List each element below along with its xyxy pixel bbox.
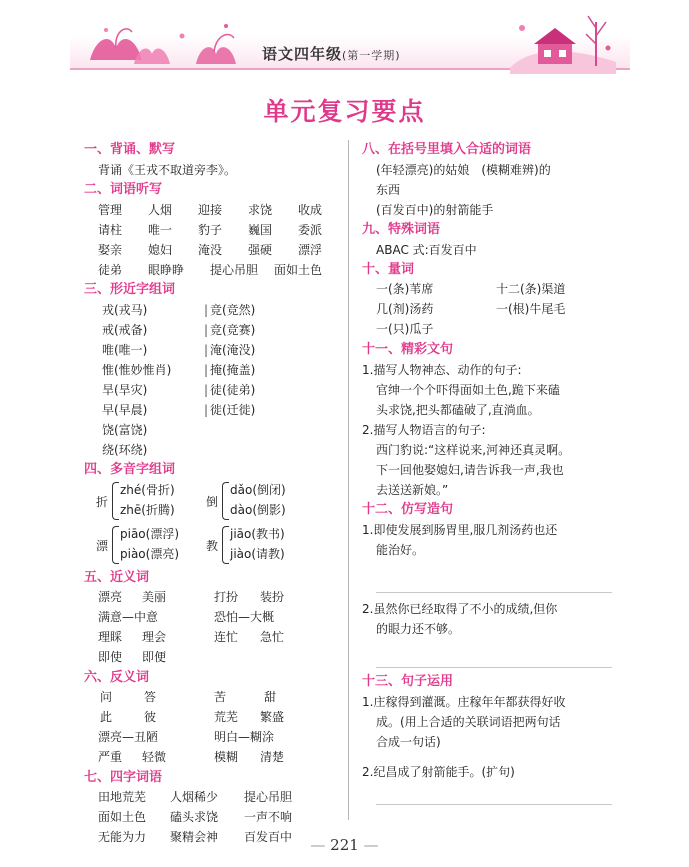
word: 问 (100, 690, 113, 704)
similar-char-row (84, 380, 346, 400)
measure-word: 十二(条)渠道 (496, 282, 566, 296)
section-title: 十二、仿写造句 (362, 502, 454, 517)
question-line: 成。(用上合适的关联词语把两句话 (376, 715, 561, 729)
word: 管理 (98, 203, 123, 217)
word: 娶亲 (98, 243, 123, 257)
char-word: 饶(富饶) (102, 423, 148, 437)
word: 唯一 (148, 223, 173, 237)
char-word: 戒(戒备) (102, 323, 148, 337)
page-header (0, 0, 689, 82)
word: 漂亮—丑陋 (98, 730, 159, 744)
word: 轻微 (142, 750, 167, 764)
antonym-row (84, 688, 346, 708)
word: 苦 (214, 690, 227, 704)
char-word: 竞(竞然) (210, 303, 256, 317)
section-title: 一、背诵、默写 (84, 142, 176, 157)
text-line: 去送送新娘。” (376, 483, 449, 497)
text-line: (年轻漂亮)的姑娘 (模糊难辨)的 (376, 163, 551, 177)
similar-char-row (84, 300, 346, 320)
word-row (84, 260, 346, 280)
page-title: 单元复习要点 (263, 97, 426, 126)
text-line: 下一回他娶媳妇,请告诉我一声,我也 (376, 463, 564, 477)
word: 甜 (264, 690, 277, 704)
word: 强硬 (248, 243, 273, 257)
similar-char-row (84, 400, 346, 420)
page-footer (0, 836, 689, 854)
brace (112, 482, 119, 520)
word: 漂亮 (98, 590, 123, 604)
word: 漂浮 (298, 243, 323, 257)
idiom: 磕头求饶 (170, 810, 219, 824)
text-line: (百发百中)的射箭能手 (376, 203, 494, 217)
synonym-row (84, 608, 346, 628)
word: 模糊 (214, 750, 239, 764)
measure-word: 一(只)瓜子 (376, 322, 434, 336)
polyphone-reading: zhé(骨折) (120, 483, 175, 497)
word: 巍国 (248, 223, 273, 237)
word: 答 (144, 690, 157, 704)
section-title: 五、近义词 (84, 570, 150, 585)
text-line: 2.描写人物语言的句子: (362, 423, 486, 437)
char-word: 惟(惟妙惟肖) (102, 363, 172, 377)
word: 明白—糊涂 (214, 730, 275, 744)
section-title: 八、在括号里填入合适的词语 (362, 142, 532, 157)
header-title (262, 43, 401, 64)
polyphone-char: 倒 (206, 495, 219, 509)
decorative-house-tree-icon (508, 8, 618, 74)
word: 即便 (142, 650, 167, 664)
right-column (362, 140, 612, 805)
polyphone-reading: dǎo(倒闭) (230, 483, 286, 497)
word: 即使 (98, 650, 123, 664)
char-word: 徒(徒弟) (210, 383, 256, 397)
idiom: 无能为力 (98, 830, 147, 844)
idiom: 人烟稀少 (170, 790, 219, 804)
text-line: 东西 (376, 183, 401, 197)
header-subtitle: (第一学期) (342, 49, 401, 62)
word: 装扮 (260, 590, 285, 604)
word: 繁盛 (260, 710, 285, 724)
measure-word: 几(剂)汤药 (376, 302, 434, 316)
question-line: 2.纪昌成了射箭能手。(扩句) (362, 765, 515, 779)
char-word: 唯(唯一) (102, 343, 148, 357)
answer-space (362, 639, 612, 667)
word: 迎接 (198, 203, 223, 217)
row-separator: | (204, 403, 209, 417)
similar-char-row (84, 320, 346, 340)
text-line: 头求饶,把头都磕破了,直淌血。 (376, 403, 540, 417)
char-word: 绕(环绕) (102, 443, 148, 457)
text-line: ABAC 式:百发百中 (376, 243, 477, 257)
text-line: 西门豹说:“这样说来,河神还真灵啊。 (376, 443, 571, 457)
question-line: 能治好。 (376, 543, 425, 557)
measure-word-row (362, 320, 612, 340)
brace (112, 526, 119, 564)
answer-space (362, 782, 612, 804)
antonym-row (84, 748, 346, 768)
section-title: 二、词语听写 (84, 182, 163, 197)
word: 请柱 (98, 223, 123, 237)
idiom: 田地荒芜 (98, 790, 147, 804)
footer-dash: — (358, 836, 379, 854)
idiom-row (84, 788, 346, 808)
decorative-heart-swirls-icon (86, 18, 246, 74)
word: 豹子 (198, 223, 223, 237)
idiom: 面如土色 (98, 810, 147, 824)
word: 连忙 (214, 630, 239, 644)
word: 理睬 (98, 630, 123, 644)
similar-char-row (84, 340, 346, 360)
brace (222, 482, 229, 520)
header-title-text: 语文四年级 (262, 45, 343, 63)
question-line: 合成一句话) (376, 735, 441, 749)
polyphone-reading: jiāo(教书) (230, 527, 285, 541)
section-title: 十一、精彩文句 (362, 342, 454, 357)
text-line: 1.描写人物神态、动作的句子: (362, 363, 522, 377)
idiom: 聚精会神 (170, 830, 219, 844)
polyphone-char: 折 (96, 495, 109, 509)
section-title: 十三、句子运用 (362, 674, 454, 689)
similar-char-row (84, 440, 346, 460)
idiom: 百发百中 (244, 830, 293, 844)
word: 急忙 (260, 630, 285, 644)
word: 提心吊胆 (210, 263, 259, 277)
word: 面如土色 (274, 263, 323, 277)
polyphone-reading: dào(倒影) (230, 503, 286, 517)
polyphone-reading: piāo(漂浮) (120, 527, 180, 541)
char-word: 早(早晨) (102, 403, 148, 417)
text-line: 官绅一个个吓得面如土色,跪下来磕 (376, 383, 560, 397)
question-line: 1.庄稼得到灌溉。庄稼年年都获得好收 (362, 695, 566, 709)
word: 清楚 (260, 750, 285, 764)
word: 人烟 (148, 203, 173, 217)
word: 求饶 (248, 203, 273, 217)
footer-dash: — (310, 836, 331, 854)
polyphone-char: 漂 (96, 539, 109, 553)
word: 媳妇 (148, 243, 173, 257)
word: 彼 (144, 710, 157, 724)
row-separator: | (204, 343, 209, 357)
row-separator: | (204, 383, 209, 397)
section-title: 九、特殊词语 (362, 222, 441, 237)
antonym-row (84, 708, 346, 728)
char-word: 戎(戎马) (102, 303, 148, 317)
recite-line: 背诵《王戎不取道旁李》。 (98, 163, 237, 177)
measure-word-row (362, 280, 612, 300)
section-title: 十、量词 (362, 262, 415, 277)
question-line: 的眼力还不够。 (376, 622, 461, 636)
word: 淹没 (198, 243, 223, 257)
similar-char-row (84, 360, 346, 380)
answer-line[interactable] (376, 667, 612, 668)
idiom: 提心吊胆 (244, 790, 293, 804)
word-row (84, 200, 346, 220)
word: 徒弟 (98, 263, 123, 277)
row-separator: | (204, 323, 209, 337)
similar-char-row (84, 420, 346, 440)
measure-word-row (362, 300, 612, 320)
synonym-row (84, 628, 346, 648)
word: 此 (100, 710, 113, 724)
row-separator: | (204, 363, 209, 377)
char-word: 掩(掩盖) (210, 363, 256, 377)
word: 满意—中意 (98, 610, 159, 624)
synonym-row (84, 648, 346, 668)
word-row (84, 240, 346, 260)
word: 打扮 (214, 590, 239, 604)
measure-word: 一(根)牛尾毛 (496, 302, 566, 316)
char-word: 淹(淹没) (210, 343, 256, 357)
question-line: 2.虽然你已经取得了不小的成绩,但你 (362, 602, 558, 616)
word: 严重 (98, 750, 123, 764)
section-title: 四、多音字组词 (84, 462, 176, 477)
polyphone-reading: zhē(折腾) (120, 503, 175, 517)
idiom-row (84, 808, 346, 828)
word-row (84, 220, 346, 240)
brace (222, 526, 229, 564)
answer-line[interactable] (376, 804, 612, 805)
measure-word: 一(条)苇席 (376, 282, 434, 296)
polyphone-reading: jiào(请教) (230, 547, 285, 561)
word: 眼睁睁 (148, 263, 185, 277)
word: 恐怕—大概 (214, 610, 275, 624)
antonym-row (84, 728, 346, 748)
question-line: 1.即使发展到肠胃里,服几剂汤药也还 (362, 523, 558, 537)
word: 理会 (142, 630, 167, 644)
left-column (84, 140, 346, 848)
char-word: 徙(迁徙) (210, 403, 256, 417)
char-word: 竞(竞赛) (210, 323, 256, 337)
word: 委派 (298, 223, 323, 237)
section-title: 三、形近字组词 (84, 282, 176, 297)
polyphone-reading: piào(漂亮) (120, 547, 180, 561)
column-divider (348, 140, 349, 820)
synonym-row (84, 588, 346, 608)
idiom: 一声不响 (244, 810, 293, 824)
row-separator: | (204, 303, 209, 317)
section-title: 七、四字词语 (84, 770, 163, 785)
char-word: 旱(旱灾) (102, 383, 148, 397)
polyphone-char: 教 (206, 539, 219, 553)
section-title: 六、反义词 (84, 670, 150, 685)
page-number: 221 (330, 836, 359, 854)
word: 美丽 (142, 590, 167, 604)
word: 收成 (298, 203, 323, 217)
answer-space (362, 560, 612, 592)
polyphone-table (84, 480, 346, 568)
word: 荒芜 (214, 710, 239, 724)
